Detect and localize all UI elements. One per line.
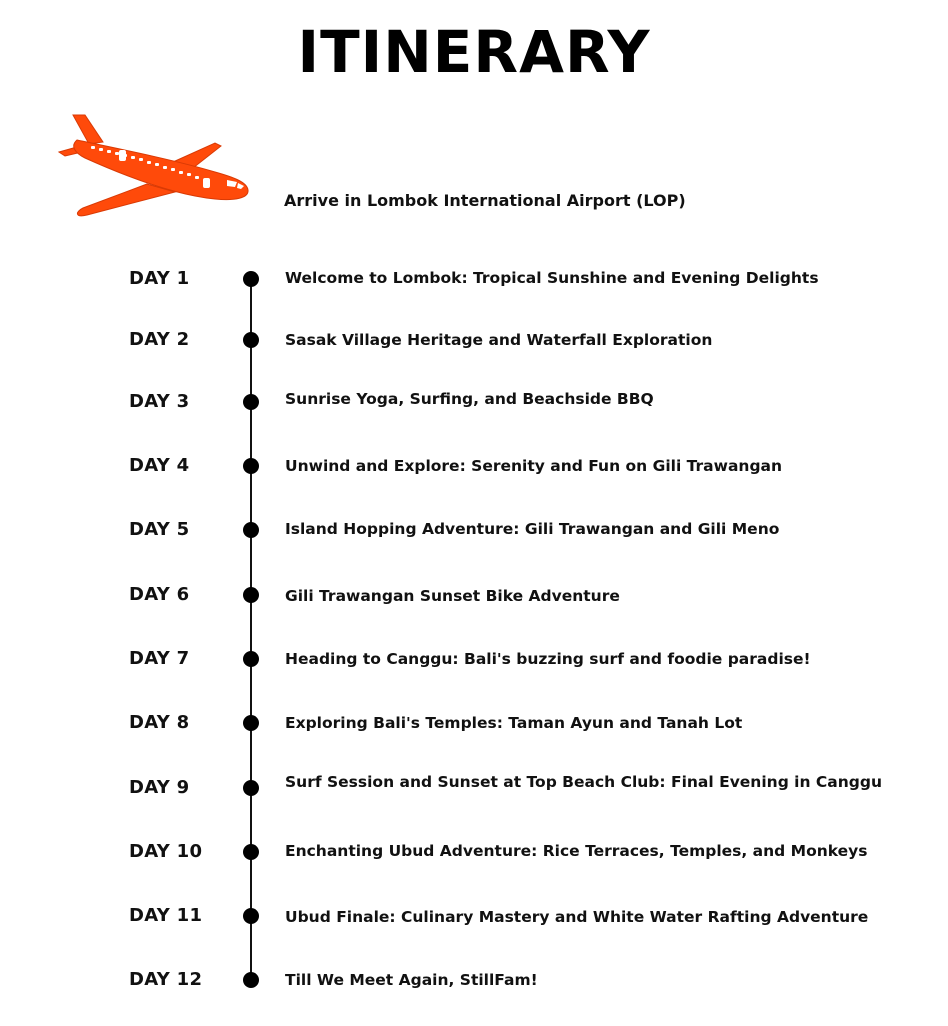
day-label: DAY 9 xyxy=(129,777,190,798)
timeline-dot xyxy=(243,394,259,410)
day-description: Ubud Finale: Culinary Mastery and White Water Rafting Adventure xyxy=(285,908,869,926)
timeline-dot xyxy=(243,458,259,474)
day-label: DAY 4 xyxy=(129,455,190,476)
day-description: Exploring Bali's Temples: Taman Ayun and Tanah Lot xyxy=(285,714,743,732)
day-label: DAY 2 xyxy=(129,329,190,350)
timeline-dot xyxy=(243,844,259,860)
timeline-dot xyxy=(243,522,259,538)
day-label: DAY 10 xyxy=(129,841,203,862)
timeline-dot xyxy=(243,332,259,348)
day-label: DAY 11 xyxy=(129,905,203,926)
day-label: DAY 5 xyxy=(129,519,190,540)
day-label: DAY 8 xyxy=(129,712,190,733)
day-label: DAY 3 xyxy=(129,391,190,412)
day-description: Sunrise Yoga, Surfing, and Beachside BBQ xyxy=(285,390,654,408)
timeline-line xyxy=(250,279,252,983)
timeline-dot xyxy=(243,587,259,603)
day-label: DAY 7 xyxy=(129,648,190,669)
day-description: Enchanting Ubud Adventure: Rice Terraces, Temples, and Monkeys xyxy=(285,842,868,860)
timeline-dot xyxy=(243,780,259,796)
day-description: Heading to Canggu: Bali's buzzing surf and foodie paradise! xyxy=(285,650,811,668)
day-description: Gili Trawangan Sunset Bike Adventure xyxy=(285,587,620,605)
day-label: DAY 1 xyxy=(129,268,190,289)
day-description: Till We Meet Again, StillFam! xyxy=(285,971,538,989)
day-description: Unwind and Explore: Serenity and Fun on Gili Trawangan xyxy=(285,457,783,475)
day-description: Sasak Village Heritage and Waterfall Exploration xyxy=(285,331,713,349)
arrival-text: Arrive in Lombok International Airport (LOP) xyxy=(284,191,686,210)
day-description: Welcome to Lombok: Tropical Sunshine and Evening Delights xyxy=(285,269,819,287)
airplane-icon xyxy=(55,110,255,225)
day-label: DAY 6 xyxy=(129,584,190,605)
page-title: ITINERARY xyxy=(297,18,651,86)
day-description: Surf Session and Sunset at Top Beach Club: Final Evening in Canggu xyxy=(285,773,883,791)
timeline-dot xyxy=(243,651,259,667)
day-label: DAY 12 xyxy=(129,969,203,990)
day-description: Island Hopping Adventure: Gili Trawangan and Gili Meno xyxy=(285,520,780,538)
timeline-dot xyxy=(243,271,259,287)
timeline-dot xyxy=(243,715,259,731)
timeline-dot xyxy=(243,972,259,988)
timeline-dot xyxy=(243,908,259,924)
